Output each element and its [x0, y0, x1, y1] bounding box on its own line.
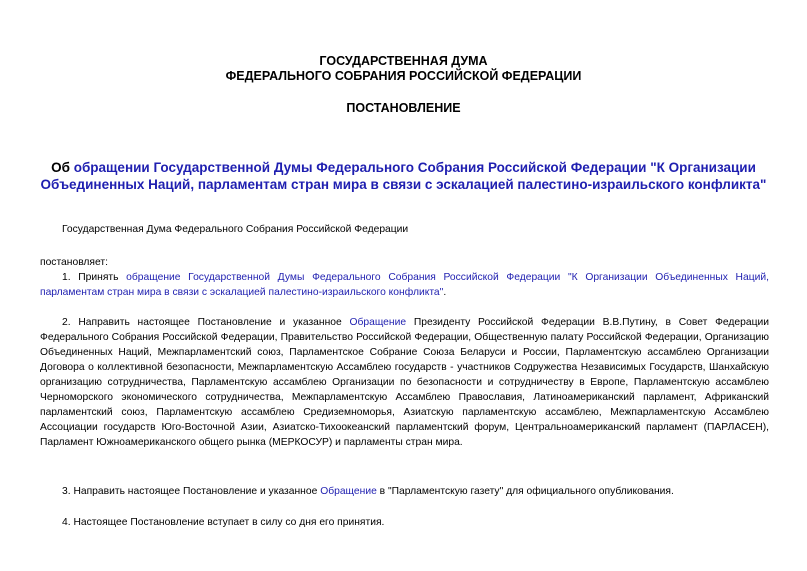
paragraph-4: 4. Настоящее Постановление вступает в силу со дня его принятия. [62, 517, 385, 528]
paragraph-1-prefix: 1. Принять [62, 272, 127, 283]
title-prefix: Об [51, 160, 74, 175]
paragraph-1-suffix: . [443, 287, 447, 298]
paragraph-3-prefix: 3. Направить настоящее Постановление и указанное [62, 486, 321, 497]
document-header-line2: ФЕДЕРАЛЬНОГО СОБРАНИЯ РОССИЙСКОЙ ФЕДЕРАЦИИ [225, 69, 582, 83]
obrashchenie-link-2[interactable]: Обращение [349, 317, 407, 328]
document-header-line1: ГОСУДАРСТВЕННАЯ ДУМА [319, 54, 488, 68]
paragraph-2-prefix: 2. Направить настоящее Постановление и указанное [62, 317, 350, 328]
paragraph-2 [40, 315, 769, 450]
paragraph-3-suffix: в "Парламентскую газету" для официального опубликования. [376, 486, 674, 497]
paragraph-3 [40, 484, 769, 499]
paragraph-2-suffix: Президенту Российской Федерации В.В.Путину, в Совет Федерации Федерального Собрания Российской Федерации, Правительство Российской Федерации, Общественную палату Российской Федерации, Организацию Объединенных Наций, Межпарламентский союз, Парламентское Собрание Союза Беларуси и России, Парламентскую ассамблею Организации Договора о коллективной безопасности, Межпарламентскую Ассамблею государств - участников Содружества Независимых Государств, Шанхайскую организацию сотрудничества, Парламентскую ассамблею Организации по безопасности и сотрудничеству в Европе, Парламентскую ассамблею Черноморского экономического сотрудничества, Межпарламентскую Ассамблею Православия, Латиноамериканский парламент, Африканский парламентский союз, Парламентскую ассамблею Средиземноморья, Азиатскую парламентскую ассамблею, Межпарламентскую Ассамблею Ассоциации государств Юго-Восточной Азии, Азиатско-Тихоокеанский парламентский форум, Центральноамериканский парламент (ПАРЛАСЕН), Парламент Южноамериканского общего рынка (МЕРКОСУР) и парламенты стран мира. [40, 317, 770, 448]
title-link[interactable]: обращении Государственной Думы Федерального Собрания Российской Федерации "К Организации Объединенных Наций, парламентам стран мира в связи с эскалацией палестино-израильского конфликта" [40, 160, 767, 192]
document-title [30, 159, 777, 193]
intro-paragraph: Государственная Дума Федерального Собрания Российской Федерации [62, 224, 409, 235]
obrashchenie-link[interactable]: обращение Государственной Думы Федерального Собрания Российской Федерации "К Организации Объединенных Наций, парламентам стран мира в связи с эскалацией палестино-израильского конфликта" [40, 272, 769, 298]
document-type: ПОСТАНОВЛЕНИЕ [346, 101, 461, 115]
postanovlyaet-line: постановляет: [40, 257, 108, 268]
paragraph-1 [40, 270, 769, 300]
obrashchenie-link-3[interactable]: Обращение [320, 486, 377, 497]
